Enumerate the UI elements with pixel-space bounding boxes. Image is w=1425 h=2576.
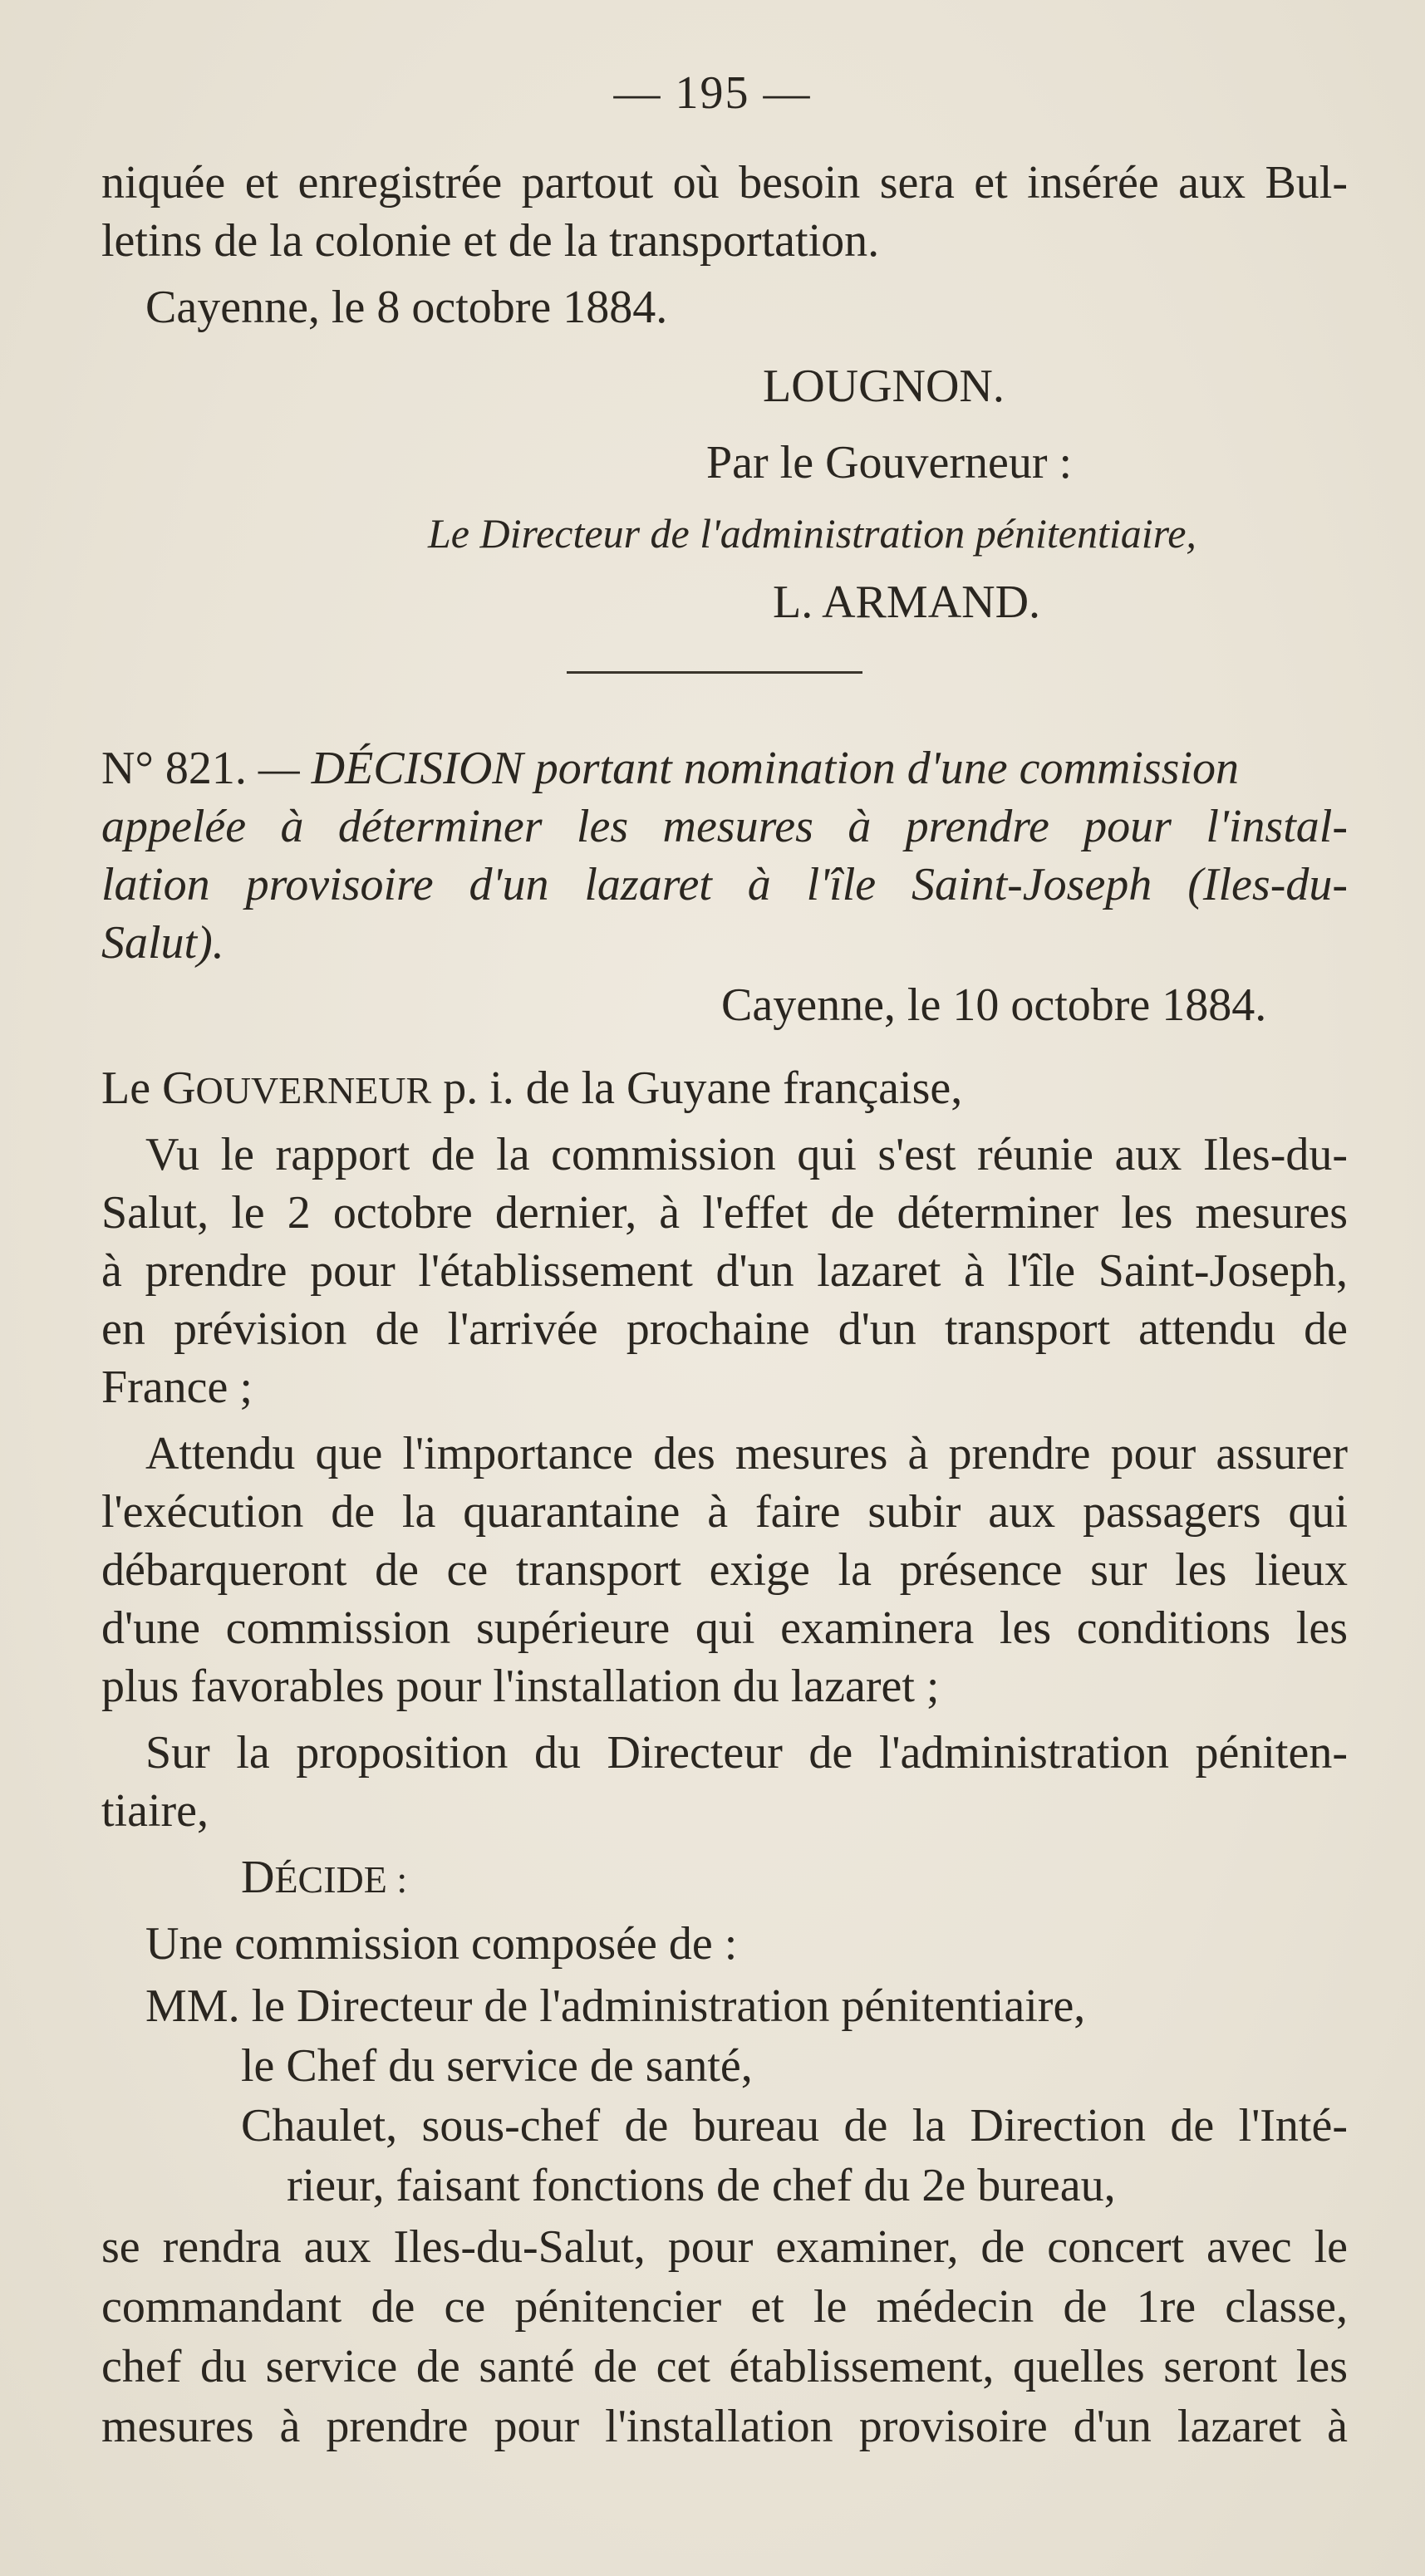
decision-place-date: Cayenne, le 10 octobre 1884. — [721, 979, 1267, 1031]
signature-role: Le Directeur de l'administration pénitentiaire, — [428, 510, 1197, 557]
p4-line-2: commandant de ce pénitencier et le médecin de 1re classe, — [101, 2281, 1348, 2333]
p1-line-1: Vu le rapport de la commission qui s'est réunie aux Iles-du- — [145, 1129, 1348, 1180]
decision-number: N° 821. — [101, 743, 247, 794]
p2-line-2: l'exécution de la quarantaine à faire subir aux passagers qui — [101, 1486, 1348, 1538]
page-number: — 195 — — [613, 67, 812, 119]
decision-title-line-4: Salut). — [101, 917, 224, 969]
section-divider — [567, 671, 862, 674]
intro-line-2: letins de la colonie et de la transportation. — [101, 215, 880, 267]
p2-line-5: plus favorables pour l'installation du lazaret ; — [101, 1661, 940, 1712]
decision-title-line-3: lation provisoire d'un lazaret à l'île Saint-Joseph (Iles-du- — [101, 859, 1348, 910]
signature-by: Par le Gouverneur : — [706, 437, 1073, 488]
member-line-3: Chaulet, sous-chef de bureau de la Direction de l'Inté- — [241, 2100, 1348, 2152]
governor-heading: Le GOUVERNEUR p. i. de la Guyane française, — [101, 1062, 963, 1114]
signature-signer: L. ARMAND. — [773, 577, 1041, 628]
p3-line-2: tiaire, — [101, 1785, 209, 1837]
p4-line-3: chef du service de santé de cet établissement, quelles seront les — [101, 2341, 1348, 2392]
member-line-4: rieur, faisant fonctions de chef du 2e bureau, — [287, 2160, 1116, 2211]
member-line-1: MM. le Directeur de l'administration pénitentiaire, — [145, 1980, 1086, 2032]
commission-line: Une commission composée de : — [145, 1918, 738, 1970]
decide-heading: DÉCIDE : — [241, 1852, 408, 1903]
p2-line-3: débarqueront de ce transport exige la présence sur les lieux — [101, 1544, 1348, 1596]
intro-line-1: niquée et enregistrée partout où besoin sera et insérée aux Bul- — [101, 157, 1348, 209]
p3-line-1: Sur la proposition du Directeur de l'administration péniten- — [145, 1727, 1348, 1779]
decision-title-line-2: appelée à déterminer les mesures à prendre pour l'instal- — [101, 801, 1348, 852]
p1-line-5: France ; — [101, 1362, 253, 1413]
p4-line-4: mesures à prendre pour l'installation provisoire d'un lazaret à — [101, 2401, 1348, 2452]
p2-line-1: Attendu que l'importance des mesures à prendre pour assurer — [145, 1428, 1348, 1479]
p1-line-2: Salut, le 2 octobre dernier, à l'effet de déterminer les mesures — [101, 1187, 1348, 1239]
intro-place-date: Cayenne, le 8 octobre 1884. — [145, 282, 668, 333]
p1-line-4: en prévision de l'arrivée prochaine d'un transport attendu de — [101, 1303, 1348, 1355]
member-line-2: le Chef du service de santé, — [241, 2040, 753, 2092]
decision-title-text: — DÉCISION portant nomination d'une commission — [246, 743, 1240, 794]
signature-name: LOUGNON. — [763, 361, 1005, 412]
p4-line-1: se rendra aux Iles-du-Salut, pour examiner, de concert avec le — [101, 2221, 1348, 2273]
p2-line-4: d'une commission supérieure qui examinera les conditions les — [101, 1602, 1348, 1654]
decision-title-line-1 — [101, 739, 1348, 797]
p1-line-3: à prendre pour l'établissement d'un lazaret à l'île Saint-Joseph, — [101, 1245, 1348, 1297]
